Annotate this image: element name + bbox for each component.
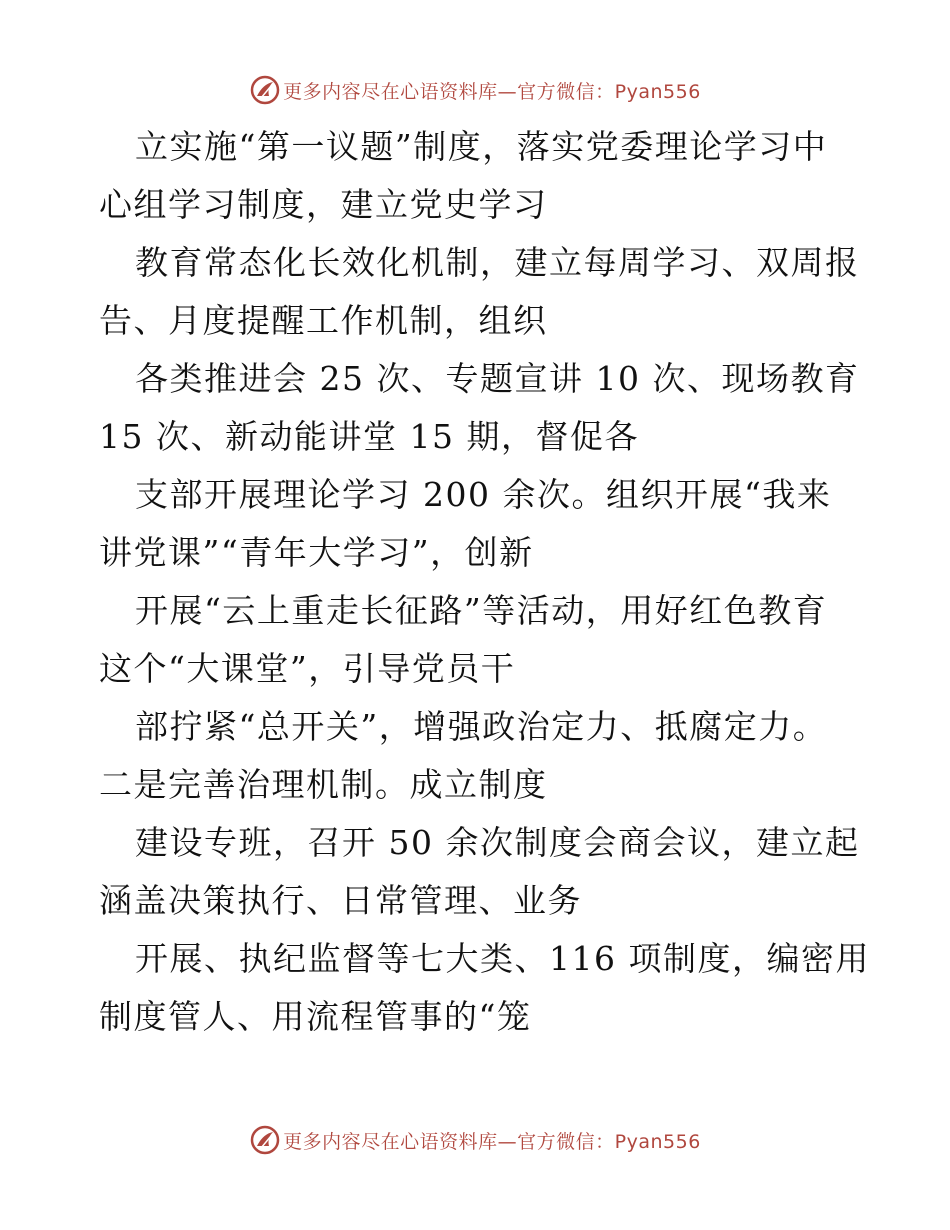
text-line: 各类推进会 25 次、专题宣讲 10 次、现场教育 [135,359,860,398]
text-line: 二是完善治理机制。成立制度 [99,765,548,804]
brush-stamp-icon [249,1124,281,1156]
text-line: 立实施“第一议题”制度，落实党委理论学习中 [135,127,828,166]
text-line: 部拧紧“总开关”，增强政治定力、抵腐定力。 [135,707,828,746]
text-line: 告、月度提醒工作机制，组织 [99,301,548,340]
text-line: 开展“云上重走长征路”等活动，用好红色教育 [135,591,828,630]
text-line: 制度管人、用流程管事的“笼 [99,997,532,1036]
header-watermark-banner [0,70,950,110]
text-line: 15 次、新动能讲堂 15 期，督促各 [99,417,639,456]
footer-watermark-text: 更多内容尽在心语资料库—官方微信：Pyan556 [283,1130,701,1153]
text-line: 支部开展理论学习 200 余次。组织开展“我来 [135,475,832,514]
text-line: 讲党课”“青年大学习”，创新 [99,533,534,572]
brush-stamp-icon [249,74,281,106]
text-line: 心组学习制度，建立党史学习 [99,185,548,224]
footer-watermark-banner [0,1120,950,1160]
text-line: 这个“大课堂”，引导党员干 [99,649,516,688]
text-line: 开展、执纪监督等七大类、116 项制度，编密用 [135,939,870,978]
text-line: 建设专班，召开 50 余次制度会商会议，建立起 [135,823,860,862]
document-body [99,118,870,1046]
text-line: 涵盖决策执行、日常管理、业务 [99,881,582,920]
text-line: 教育常态化长效化机制，建立每周学习、双周报 [135,243,860,282]
header-watermark-text: 更多内容尽在心语资料库—官方微信：Pyan556 [283,80,701,103]
